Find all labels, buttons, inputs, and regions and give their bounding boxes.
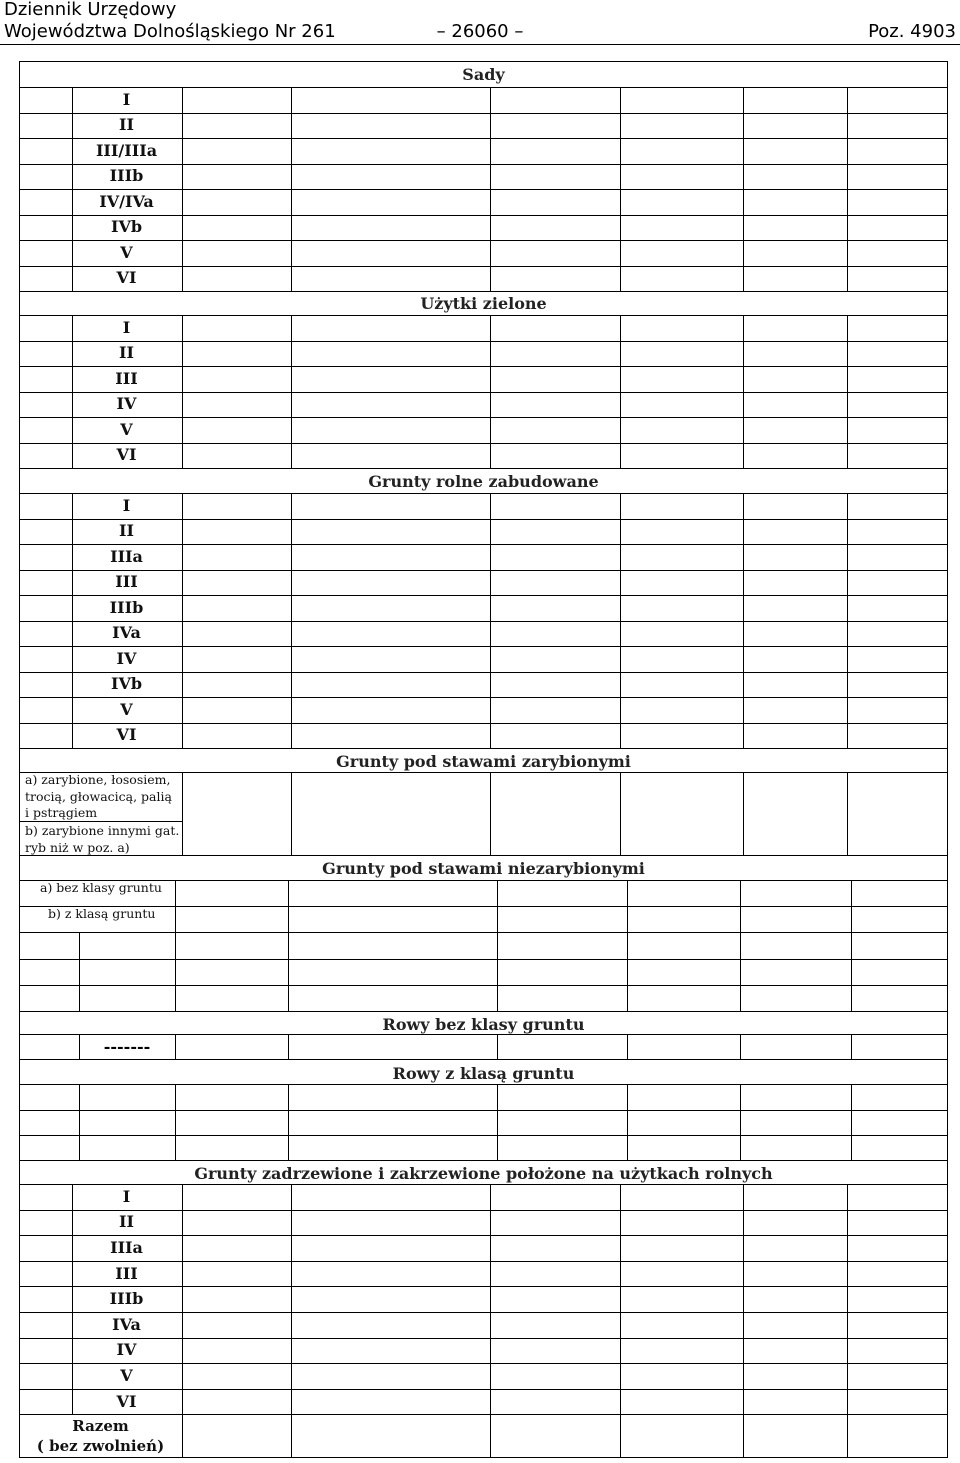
row-b-line: ryb niż w poz. a)	[25, 839, 130, 855]
grid-line	[620, 315, 621, 468]
class-label: I	[122, 317, 131, 337]
grid-line	[19, 341, 948, 342]
grid-line	[490, 1184, 491, 1414]
grid-line	[19, 189, 948, 190]
stawy-niezarybione-row-a: a) bez klasy gruntu	[40, 880, 162, 895]
grid-line	[19, 570, 948, 571]
row-a-line: a) zarybione, łososiem,	[25, 772, 171, 787]
grid-line	[79, 1084, 80, 1160]
class-label: I	[122, 495, 131, 515]
grid-line	[19, 646, 948, 647]
grid-line	[743, 315, 744, 468]
section-title-rowy-z-klasa: Rowy z klasą gruntu	[392, 1064, 575, 1083]
grid-line	[182, 1414, 183, 1458]
grid-line	[19, 87, 948, 88]
grid-line	[19, 366, 948, 367]
class-label: IV/IVa	[99, 191, 154, 211]
grid-line	[72, 493, 73, 748]
class-label: III	[115, 368, 138, 388]
grid-line	[19, 959, 948, 960]
grid-line	[620, 772, 621, 855]
class-label: V	[120, 242, 133, 262]
grid-line	[79, 1034, 80, 1059]
grid-line	[620, 1184, 621, 1414]
grid-line	[490, 1414, 491, 1458]
razem-line: ( bez zwolnień)	[36, 1437, 165, 1455]
grid-line	[743, 1184, 744, 1414]
grid-line	[490, 493, 491, 748]
grid-line	[19, 1363, 948, 1364]
grid-line	[291, 87, 292, 291]
grid-line	[847, 1184, 848, 1414]
grid-line	[847, 493, 848, 748]
class-label: II	[119, 1212, 134, 1232]
grid-line	[627, 880, 628, 1011]
page-number: – 26060 –	[436, 21, 524, 42]
class-label: IIIb	[109, 597, 144, 617]
grid-line	[19, 1160, 948, 1161]
grid-line	[19, 519, 948, 520]
grid-line	[19, 240, 948, 241]
position-number: Poz. 4903	[868, 21, 956, 42]
grid-line	[19, 291, 948, 292]
razem-label	[19, 1416, 182, 1456]
grid-line	[182, 315, 183, 468]
grid-line	[743, 87, 744, 291]
grid-line	[72, 1184, 73, 1414]
grid-line	[743, 493, 744, 748]
class-label: IVa	[112, 1314, 141, 1334]
stawy-zarybione-row-b	[25, 823, 179, 856]
grid-line	[740, 1034, 741, 1059]
grid-line	[19, 1338, 948, 1339]
grid-line	[740, 1084, 741, 1160]
grid-line	[19, 906, 948, 907]
grid-line	[291, 315, 292, 468]
class-label: I	[122, 1186, 131, 1206]
class-label: III/IIIa	[95, 140, 158, 160]
section-title-sady: Sady	[462, 65, 505, 84]
grid-line	[19, 138, 948, 139]
section-title-grunty-zadrzewione: Grunty zadrzewione i zakrzewione położone na użytkach rolnych	[194, 1164, 773, 1183]
class-label: IVb	[110, 217, 143, 237]
grid-line	[288, 880, 289, 1011]
stawy-niezarybione-row-b: b) z klasą gruntu	[48, 906, 156, 921]
class-label: II	[119, 115, 134, 135]
grid-line	[19, 723, 948, 724]
grid-line	[72, 87, 73, 291]
grid-line	[743, 772, 744, 855]
grid-line	[19, 932, 948, 933]
section-title-rowy-bez-klasy: Rowy bez klasy gruntu	[382, 1015, 585, 1034]
grid-line	[19, 595, 948, 596]
razem-line: Razem	[72, 1417, 129, 1435]
grid-line	[851, 1084, 852, 1160]
class-label: VI	[116, 445, 137, 465]
grid-line	[291, 1184, 292, 1414]
grid-line	[19, 164, 948, 165]
grid-line	[175, 1084, 176, 1160]
class-label: IIIb	[109, 166, 144, 186]
grid-line	[19, 1389, 948, 1390]
journal-subtitle: Województwa Dolnośląskiego Nr 261	[4, 21, 336, 42]
grid-line	[19, 1235, 948, 1236]
section-title-stawy-niezarybione: Grunty pod stawami niezarybionymi	[322, 859, 645, 878]
row-b-line: b) zarybione innymi gat.	[25, 823, 180, 838]
grid-line	[847, 772, 848, 855]
class-label: VI	[116, 725, 137, 745]
grid-line	[19, 417, 948, 418]
class-label: III	[115, 1263, 138, 1283]
grid-line	[19, 748, 948, 749]
stawy-zarybione-row-a	[25, 772, 172, 822]
grid-line	[19, 1059, 948, 1060]
class-label: IIIb	[109, 1289, 144, 1309]
class-label: IIIa	[110, 1238, 143, 1257]
grid-line	[19, 266, 948, 267]
grid-line	[743, 1414, 744, 1458]
grid-line	[19, 468, 948, 469]
grid-line	[19, 772, 948, 773]
grid-line	[490, 772, 491, 855]
grid-line	[847, 1414, 848, 1458]
grid-line	[19, 1184, 948, 1185]
grid-line	[851, 880, 852, 1011]
grid-line	[19, 1286, 948, 1287]
grid-line	[175, 880, 176, 1011]
grid-line	[72, 315, 73, 468]
class-label: IV	[116, 1340, 137, 1360]
grid-line	[19, 1312, 948, 1313]
grid-line	[182, 493, 183, 748]
grid-line	[490, 87, 491, 291]
grid-line	[19, 621, 948, 622]
class-label: II	[119, 343, 134, 363]
grid-line	[497, 1034, 498, 1059]
journal-title: Dziennik Urzędowy	[4, 0, 177, 20]
rowy-bez-klasy-dash: -------	[103, 1037, 151, 1056]
grid-line	[19, 1110, 948, 1111]
grid-line	[19, 215, 948, 216]
grid-line	[19, 855, 948, 856]
section-title-uzytki-zielone: Użytki zielone	[420, 294, 547, 313]
grid-line	[291, 493, 292, 748]
class-label: VI	[116, 268, 137, 288]
grid-line	[19, 544, 948, 545]
grid-line	[19, 493, 948, 494]
grid-line	[19, 1414, 948, 1415]
grid-line	[497, 880, 498, 1011]
grid-line	[19, 392, 948, 393]
class-label: IIIa	[110, 546, 143, 566]
grid-line	[291, 1414, 292, 1458]
class-label: III	[115, 572, 138, 592]
grid-line	[19, 697, 948, 698]
class-label: V	[120, 699, 133, 719]
grid-line	[851, 1034, 852, 1059]
grid-line	[182, 1184, 183, 1414]
grid-line	[497, 1084, 498, 1160]
class-label: IVa	[112, 623, 141, 643]
grid-line	[490, 315, 491, 468]
class-label: I	[122, 89, 131, 109]
grid-line	[19, 1011, 948, 1012]
class-label: IV	[116, 394, 137, 414]
grid-line	[19, 315, 948, 316]
row-a-line: i pstrągiem	[25, 805, 98, 820]
grid-line	[19, 821, 182, 822]
grid-line	[19, 1210, 948, 1211]
section-title-stawy-zarybione: Grunty pod stawami zarybionymi	[336, 752, 631, 771]
grid-line	[288, 1034, 289, 1059]
class-label: V	[120, 419, 133, 439]
grid-line	[288, 1084, 289, 1160]
grid-line	[291, 772, 292, 855]
grid-line	[620, 493, 621, 748]
class-label: IVb	[110, 674, 143, 694]
grid-line	[19, 1135, 948, 1136]
grid-line	[19, 672, 948, 673]
grid-line	[182, 87, 183, 291]
section-title-grunty-zabudowane: Grunty rolne zabudowane	[368, 472, 599, 491]
class-label: VI	[116, 1391, 137, 1411]
class-label: V	[120, 1366, 133, 1385]
grid-line	[19, 1034, 948, 1035]
grid-line	[19, 443, 948, 444]
grid-line	[620, 1414, 621, 1458]
grid-line	[19, 1084, 948, 1085]
grid-line	[79, 932, 80, 1011]
grid-line	[627, 1084, 628, 1160]
grid-line	[19, 985, 948, 986]
grid-line	[19, 1261, 948, 1262]
grid-line	[847, 315, 848, 468]
row-a-line: trocią, głowacicą, palią	[25, 788, 172, 804]
grid-line	[19, 880, 948, 881]
grid-line	[175, 1034, 176, 1059]
class-label: IV	[116, 648, 137, 668]
grid-line	[740, 880, 741, 1011]
grid-line	[19, 113, 948, 114]
grid-line	[627, 1034, 628, 1059]
class-label: II	[119, 521, 134, 541]
grid-line	[847, 87, 848, 291]
grid-line	[182, 772, 183, 855]
grid-line	[620, 87, 621, 291]
